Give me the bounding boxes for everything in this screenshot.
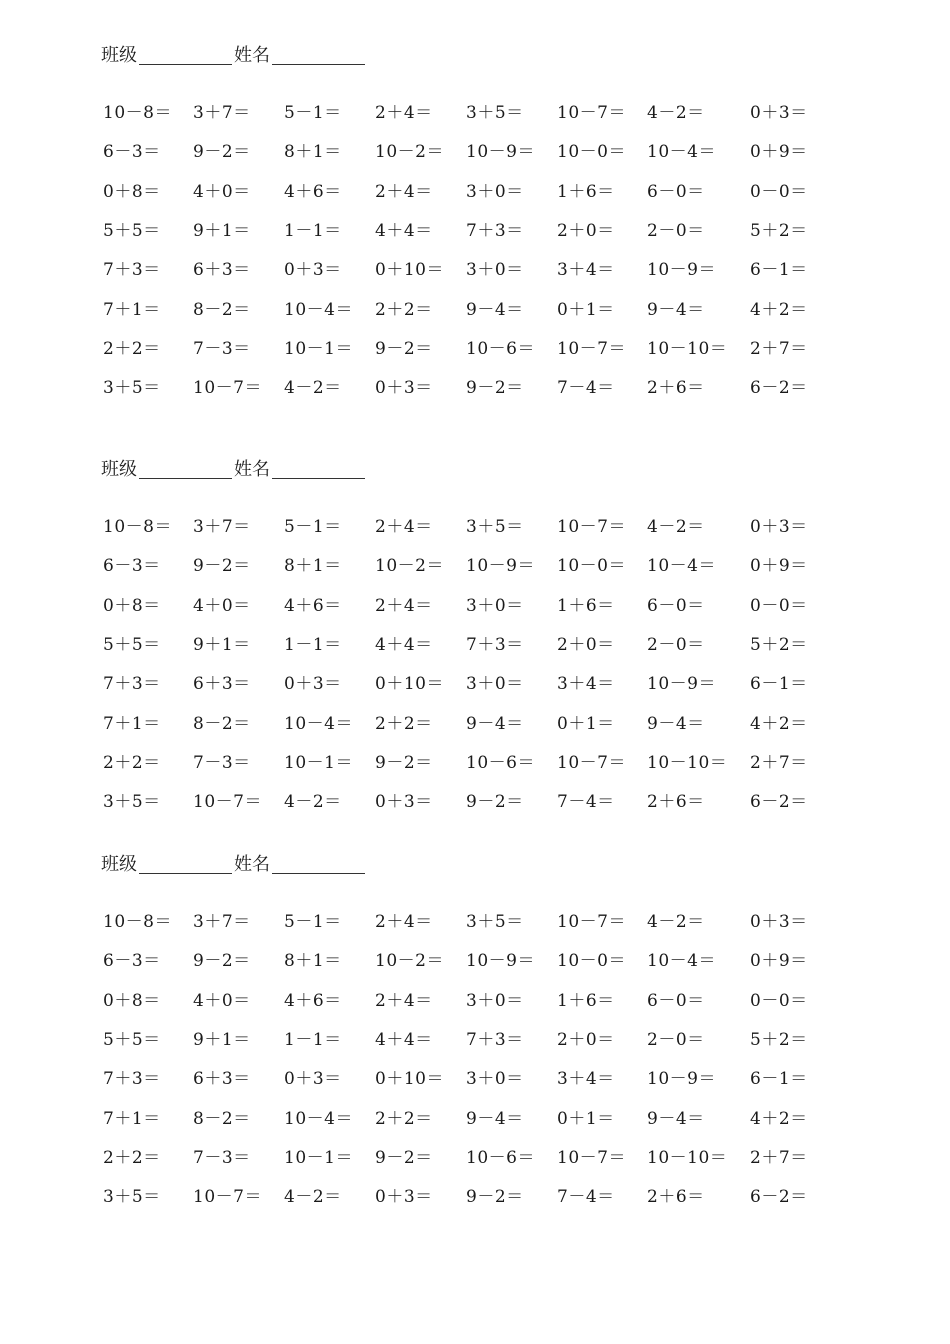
math-problem: 10－7＝ [557,752,626,773]
math-problem: 4－2＝ [284,792,342,813]
math-problem: 4＋0＝ [193,181,251,202]
math-problem: 2＋2＝ [103,338,161,359]
math-problem: 2＋4＝ [375,103,433,123]
problem-row [0,1106,950,1132]
math-problem: 7－3＝ [193,752,251,773]
math-problem: 8－2＝ [193,299,251,320]
math-problem: 0＋1＝ [557,1108,615,1129]
problem-row [0,139,950,165]
name-blank [272,855,365,874]
problem-row [0,593,950,619]
math-problem: 0＋9＝ [750,556,808,577]
math-problem: 1－1＝ [284,1029,342,1050]
math-problem: 3＋5＝ [103,792,161,813]
math-problem: 7＋3＝ [466,1029,524,1050]
math-problem: 2－0＝ [647,634,705,655]
math-problem: 10－0＝ [557,142,626,163]
math-problem: 7＋3＝ [466,220,524,241]
math-problem: 2＋0＝ [557,1029,615,1050]
problem-row [0,514,950,540]
math-problem: 0＋3＝ [375,792,433,813]
math-problem: 10－4＝ [284,299,353,320]
math-problem: 5＋5＝ [103,634,161,655]
math-problem: 2＋4＝ [375,181,433,202]
math-problem: 10－9＝ [647,260,716,281]
math-problem: 0＋1＝ [557,713,615,734]
math-problem: 3＋4＝ [557,1069,615,1090]
math-problem: 8－2＝ [193,713,251,734]
math-problem: 6－3＝ [103,142,161,163]
problem-row [0,1184,950,1210]
class-blank [139,46,232,65]
math-problem: 10－0＝ [557,556,626,577]
math-problem: 9＋1＝ [193,220,251,241]
math-problem: 7－3＝ [193,1147,251,1168]
math-problem: 5－1＝ [284,103,342,123]
math-problem: 9－4＝ [466,1108,524,1129]
math-problem: 2＋6＝ [647,1187,705,1208]
name-label: 姓名 [234,459,270,480]
problem-row [0,179,950,205]
math-problem: 2＋2＝ [103,1147,161,1168]
math-problem: 6－0＝ [647,181,705,202]
math-problem: 10－1＝ [284,752,353,773]
math-problem: 6－2＝ [750,1187,808,1208]
math-problem: 2＋2＝ [375,299,433,320]
math-problem: 3＋0＝ [466,181,524,202]
math-problem: 2＋6＝ [647,792,705,813]
math-problem: 10－0＝ [557,951,626,972]
math-problem: 10－1＝ [284,1147,353,1168]
math-problem: 2＋0＝ [557,220,615,241]
student-info-header [101,44,367,68]
math-problem: 5－1＝ [284,517,342,537]
math-problem: 0＋10＝ [375,674,444,695]
math-problem: 10－8＝ [103,912,172,932]
math-problem: 2＋7＝ [750,338,808,359]
math-problem: 0＋3＝ [375,1187,433,1208]
math-problem: 6－3＝ [103,951,161,972]
math-problem: 6－3＝ [103,556,161,577]
math-problem: 10－9＝ [647,674,716,695]
math-problem: 2＋4＝ [375,595,433,616]
problem-row [0,218,950,244]
problem-row [0,1066,950,1092]
math-problem: 9－2＝ [466,792,524,813]
math-problem: 2＋6＝ [647,378,705,399]
math-problem: 9－2＝ [375,752,433,773]
math-problem: 10－7＝ [193,1187,262,1208]
problem-row [0,948,950,974]
problem-row [0,336,950,362]
math-problem: 10－9＝ [466,556,535,577]
name-label: 姓名 [234,45,270,66]
math-problem: 10－4＝ [284,713,353,734]
math-problem: 7＋1＝ [103,1108,161,1129]
math-problem: 3＋0＝ [466,674,524,695]
math-problem: 9－2＝ [466,1187,524,1208]
math-problem: 2＋2＝ [375,713,433,734]
math-problem: 10－4＝ [284,1108,353,1129]
math-problem: 9－2＝ [375,1147,433,1168]
math-problem: 1－1＝ [284,220,342,241]
math-problem: 3＋4＝ [557,674,615,695]
math-problem: 10－1＝ [284,338,353,359]
math-problem: 10－7＝ [557,338,626,359]
math-problem: 0＋3＝ [284,260,342,281]
math-problem: 5＋2＝ [750,634,808,655]
math-problem: 4＋2＝ [750,713,808,734]
math-problem: 2＋4＝ [375,990,433,1011]
class-blank [139,855,232,874]
math-problem: 3＋0＝ [466,595,524,616]
class-blank [139,460,232,479]
math-problem: 4＋2＝ [750,1108,808,1129]
math-problem: 0＋9＝ [750,951,808,972]
class-label: 班级 [101,45,137,66]
math-problem: 3＋4＝ [557,260,615,281]
math-problem: 9－4＝ [647,299,705,320]
math-problem: 1－1＝ [284,634,342,655]
math-problem: 3＋0＝ [466,1069,524,1090]
math-problem: 6－2＝ [750,792,808,813]
math-problem: 9＋1＝ [193,1029,251,1050]
math-problem: 10－8＝ [103,103,172,123]
math-problem: 5＋5＝ [103,1029,161,1050]
math-problem: 2＋7＝ [750,1147,808,1168]
math-problem: 3＋7＝ [193,517,251,537]
math-problem: 3＋0＝ [466,990,524,1011]
math-problem: 3＋5＝ [466,103,524,123]
math-problem: 5＋5＝ [103,220,161,241]
math-problem: 9－4＝ [647,1108,705,1129]
math-problem: 10－6＝ [466,1147,535,1168]
math-problem: 4＋4＝ [375,1029,433,1050]
math-problem: 0＋3＝ [284,1069,342,1090]
problem-row [0,632,950,658]
math-problem: 10－8＝ [103,517,172,537]
math-problem: 4＋0＝ [193,595,251,616]
math-problem: 0＋1＝ [557,299,615,320]
math-problem: 7＋3＝ [103,260,161,281]
math-problem: 0－0＝ [750,595,808,616]
math-problem: 0＋3＝ [750,912,808,932]
math-problem: 0＋10＝ [375,1069,444,1090]
math-problem: 4＋4＝ [375,634,433,655]
problem-row [0,1145,950,1171]
math-problem: 9－2＝ [193,951,251,972]
class-label: 班级 [101,854,137,875]
math-problem: 10－2＝ [375,951,444,972]
math-problem: 4＋2＝ [750,299,808,320]
student-info-header [101,853,367,877]
name-blank [272,46,365,65]
math-problem: 7－3＝ [193,338,251,359]
math-problem: 3＋0＝ [466,260,524,281]
math-problem: 10－4＝ [647,556,716,577]
math-problem: 2－0＝ [647,1029,705,1050]
math-problem: 4＋6＝ [284,990,342,1011]
math-problem: 8－2＝ [193,1108,251,1129]
math-problem: 7＋3＝ [103,1069,161,1090]
math-problem: 9＋1＝ [193,634,251,655]
math-problem: 10－9＝ [647,1069,716,1090]
math-problem: 9－4＝ [647,713,705,734]
math-problem: 4＋0＝ [193,990,251,1011]
math-problem: 5－1＝ [284,912,342,932]
problem-row [0,909,950,935]
problem-row [0,257,950,283]
math-problem: 3＋5＝ [466,912,524,932]
math-problem: 8＋1＝ [284,951,342,972]
math-problem: 0＋8＝ [103,990,161,1011]
math-problem: 2＋0＝ [557,634,615,655]
math-problem: 8＋1＝ [284,142,342,163]
math-problem: 10－10＝ [647,338,728,359]
math-problem: 10－7＝ [557,517,626,537]
math-problem: 6－1＝ [750,674,808,695]
problem-row [0,297,950,323]
class-label: 班级 [101,459,137,480]
math-problem: 3＋7＝ [193,103,251,123]
math-problem: 1＋6＝ [557,595,615,616]
math-problem: 0＋9＝ [750,142,808,163]
math-problem: 7－4＝ [557,1187,615,1208]
math-problem: 6－0＝ [647,595,705,616]
math-problem: 10－7＝ [557,103,626,123]
math-problem: 10－9＝ [466,951,535,972]
problem-row [0,553,950,579]
math-problem: 5＋2＝ [750,220,808,241]
math-problem: 0＋3＝ [375,378,433,399]
math-problem: 10－7＝ [193,792,262,813]
math-problem: 0＋3＝ [284,674,342,695]
math-problem: 9－2＝ [193,556,251,577]
math-problem: 7＋3＝ [466,634,524,655]
math-problem: 4－2＝ [647,517,705,537]
math-problem: 2－0＝ [647,220,705,241]
math-problem: 6＋3＝ [193,1069,251,1090]
problem-row [0,988,950,1014]
math-problem: 1＋6＝ [557,990,615,1011]
math-problem: 10－10＝ [647,1147,728,1168]
math-problem: 10－7＝ [557,912,626,932]
math-problem: 2＋2＝ [103,752,161,773]
math-problem: 6－2＝ [750,378,808,399]
math-problem: 0＋10＝ [375,260,444,281]
math-problem: 6＋3＝ [193,260,251,281]
math-problem: 8＋1＝ [284,556,342,577]
math-problem: 7＋1＝ [103,299,161,320]
math-problem: 0－0＝ [750,990,808,1011]
problem-row [0,671,950,697]
math-problem: 0＋3＝ [750,103,808,123]
math-problem: 2＋2＝ [375,1108,433,1129]
math-problem: 6＋3＝ [193,674,251,695]
math-problem: 0＋8＝ [103,595,161,616]
math-problem: 9－2＝ [466,378,524,399]
math-problem: 6－1＝ [750,1069,808,1090]
problem-row [0,1027,950,1053]
name-blank [272,460,365,479]
problem-row [0,750,950,776]
math-problem: 6－1＝ [750,260,808,281]
math-problem: 10－7＝ [193,378,262,399]
math-problem: 0＋3＝ [750,517,808,537]
problem-row [0,375,950,401]
math-problem: 10－6＝ [466,338,535,359]
math-problem: 9－4＝ [466,299,524,320]
math-problem: 10－7＝ [557,1147,626,1168]
math-problem: 3＋7＝ [193,912,251,932]
math-problem: 10－9＝ [466,142,535,163]
math-problem: 2＋4＝ [375,517,433,537]
math-problem: 4＋6＝ [284,595,342,616]
math-problem: 6－0＝ [647,990,705,1011]
name-label: 姓名 [234,854,270,875]
math-problem: 4－2＝ [647,103,705,123]
math-problem: 1＋6＝ [557,181,615,202]
math-problem: 10－10＝ [647,752,728,773]
math-problem: 7＋3＝ [103,674,161,695]
problem-row [0,711,950,737]
math-problem: 0－0＝ [750,181,808,202]
math-problem: 4＋4＝ [375,220,433,241]
math-problem: 7＋1＝ [103,713,161,734]
math-problem: 7－4＝ [557,378,615,399]
math-problem: 9－2＝ [375,338,433,359]
math-problem: 3＋5＝ [103,378,161,399]
math-problem: 5＋2＝ [750,1029,808,1050]
student-info-header [101,458,367,482]
math-problem: 7－4＝ [557,792,615,813]
math-problem: 10－6＝ [466,752,535,773]
math-problem: 4－2＝ [284,378,342,399]
math-problem: 3＋5＝ [103,1187,161,1208]
math-problem: 9－2＝ [193,142,251,163]
math-problem: 10－4＝ [647,142,716,163]
math-problem: 2＋7＝ [750,752,808,773]
problem-row [0,100,950,126]
math-problem: 10－4＝ [647,951,716,972]
math-problem: 3＋5＝ [466,517,524,537]
math-problem: 10－2＝ [375,142,444,163]
math-problem: 4－2＝ [647,912,705,932]
math-problem: 0＋8＝ [103,181,161,202]
math-problem: 2＋4＝ [375,912,433,932]
math-problem: 4－2＝ [284,1187,342,1208]
problem-row [0,789,950,815]
math-problem: 9－4＝ [466,713,524,734]
math-problem: 10－2＝ [375,556,444,577]
math-problem: 4＋6＝ [284,181,342,202]
